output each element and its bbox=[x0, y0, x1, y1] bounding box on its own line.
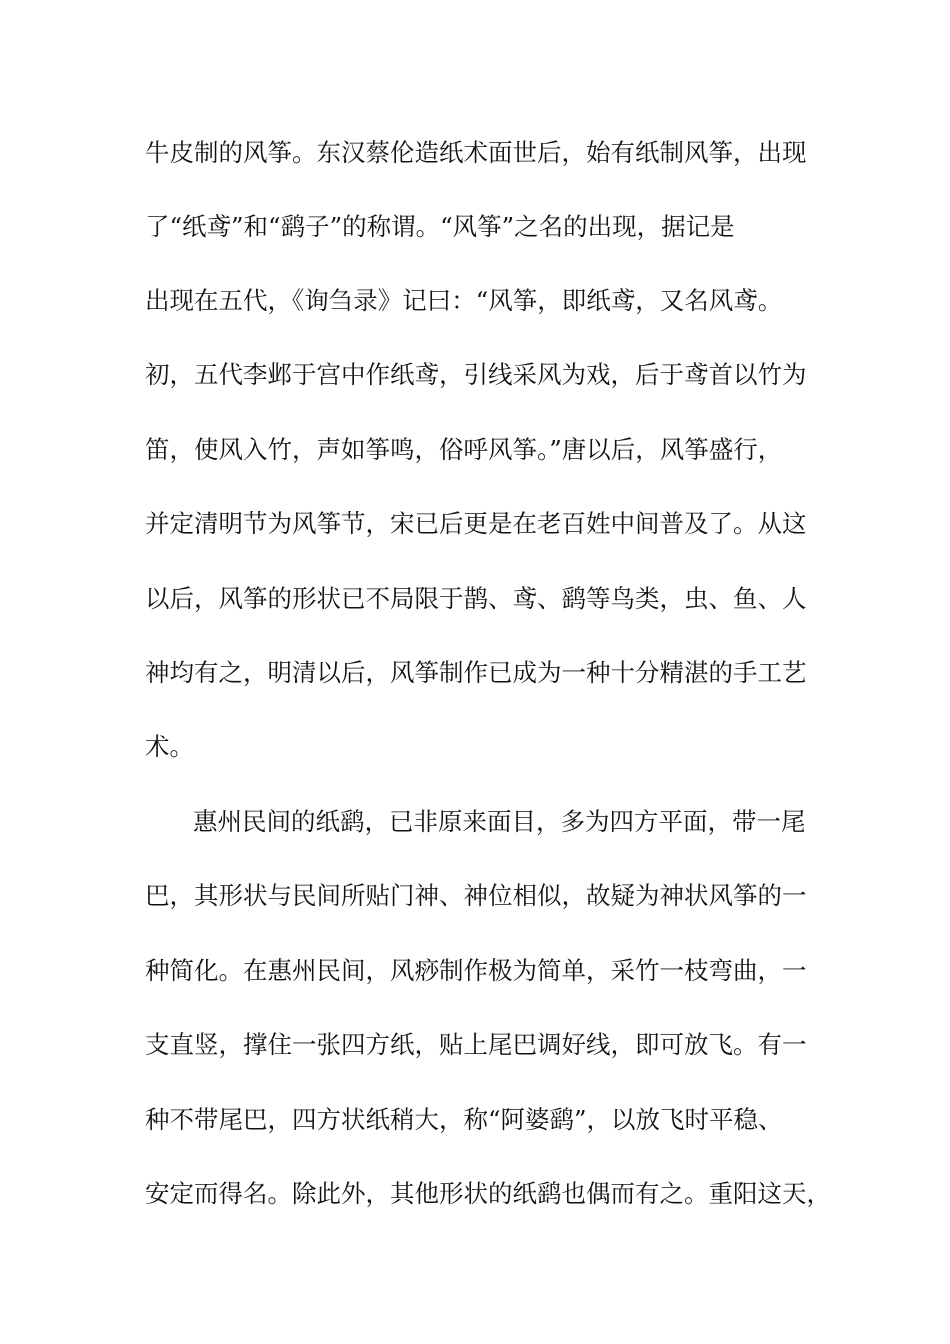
text-line: 术。 bbox=[145, 732, 194, 761]
paragraph-first-line: 惠州民间的纸鹞，已非原来面目，多为四方平面，带一尾 bbox=[193, 807, 806, 836]
text-line: 支直竖，撑住一张四方纸，贴上尾巴调好线，即可放飞。有一 bbox=[145, 1030, 807, 1059]
text-line: 初，五代李邺于宫中作纸鸢，引线采风为戏，后于鸢首以竹为 bbox=[145, 360, 807, 389]
text-line: 种不带尾巴，四方状纸稍大，称“阿婆鹞”，以放飞时平稳、 bbox=[145, 1105, 783, 1134]
text-line: 笛，使风入竹，声如筝鸣，俗呼风筝。”唐以后，风筝盛行， bbox=[145, 435, 783, 464]
text-line: 以后，风筝的形状已不局限于鹊、鸢、鹞等鸟类，虫、鱼、人 bbox=[145, 584, 807, 613]
text-line: 并定清明节为风筝节，宋已后更是在老百姓中间普及了。从这 bbox=[145, 509, 807, 538]
text-line: 安定而得名。除此外，其他形状的纸鹞也偶而有之。重阳这天， bbox=[145, 1179, 831, 1208]
text-line: 出现在五代，《询刍录》记曰：“风筝，即纸鸢，又名风鸢。 bbox=[145, 286, 783, 315]
text-line: 了“纸鸢”和“鹞子”的称谓。“风筝”之名的出现，据记是 bbox=[145, 212, 735, 241]
text-line: 牛皮制的风筝。东汉蔡伦造纸术面世后，始有纸制风筝，出现 bbox=[145, 138, 807, 167]
text-line: 巴，其形状与民间所贴门神、神位相似，故疑为神状风筝的一 bbox=[145, 881, 807, 910]
text-line: 神均有之，明清以后，风筝制作已成为一种十分精湛的手工艺 bbox=[145, 658, 807, 687]
text-line: 种简化。在惠州民间，风痧制作极为简单，采竹一枝弯曲，一 bbox=[145, 956, 807, 985]
